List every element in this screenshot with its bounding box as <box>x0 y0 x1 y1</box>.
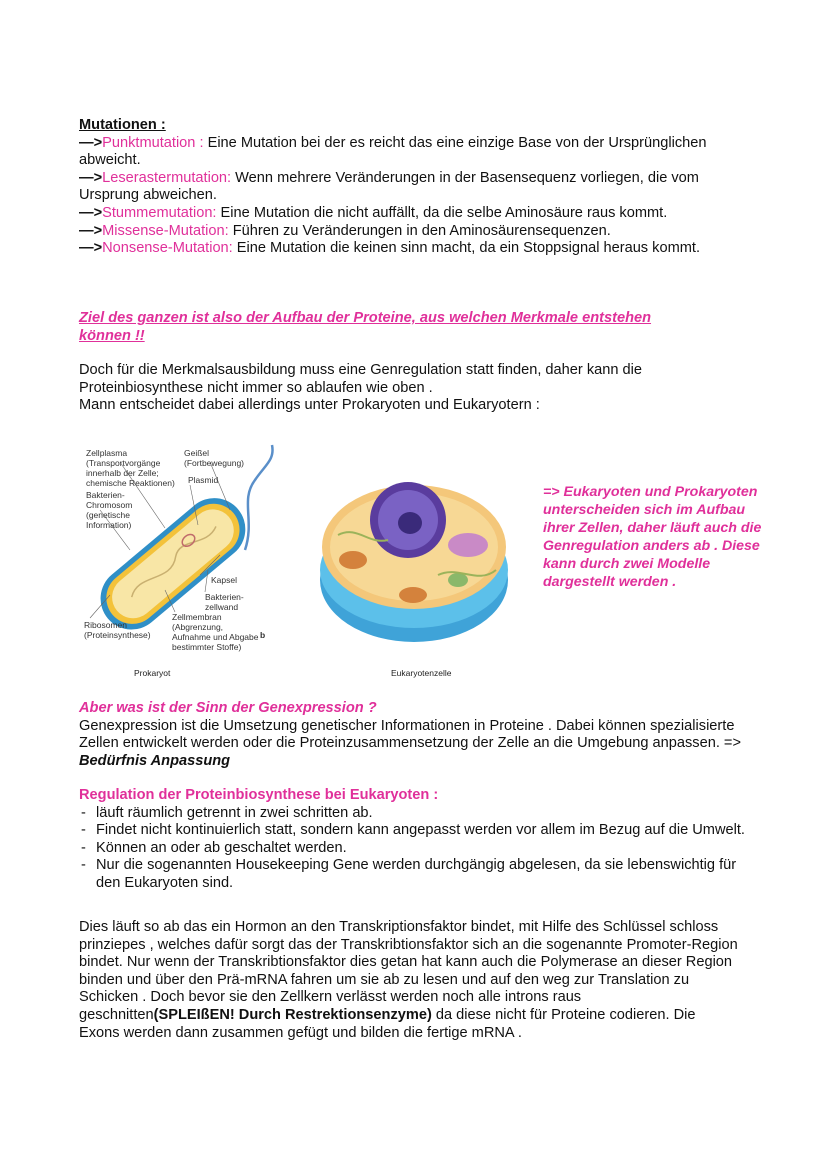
sense-heading: Aber was ist der Sinn der Genexpression ? <box>79 700 377 716</box>
regulation-item: - Können an oder ab geschaltet werden. <box>79 840 759 858</box>
label-chromosom: Bakterien-Chromosom (genetische Information) <box>86 490 133 530</box>
goal-line-1: Ziel des ganzen ist also der Aufbau der Proteine, aus welchen Merkmale entstehen <box>79 310 652 326</box>
label-ribosomen: Ribosomen (Proteinsynthese) <box>84 620 151 640</box>
process-text-b: da diese nicht für Proteine codieren. Die Exons werden dann zusammen gefügt und bilden die fertige mRNA . <box>79 1006 696 1041</box>
mutation-description: Wenn mehrere Veränderungen in der Basensequenz vorliegen, die vom Ursprung abweichen. <box>79 169 699 204</box>
regulation-item: - Nur die sogenannten Housekeeping Gene werden durchgängig abgelesen, da sie lebenswichtig für den Eukaryoten sind. <box>79 857 759 892</box>
intro-text-2: Mann entscheidet dabei allerdings unter Prokaryoten und Eukaryotern : <box>79 397 540 414</box>
sense-text: Genexpression ist die Umsetzung genetischer Informationen in Proteine . Dabei können spezialisierte Zellen entwickelt werden oder die Proteinzusammensetzung der Zelle an die Umgebung anpassen. => <box>79 717 741 752</box>
arrow-marker: —> <box>79 169 103 186</box>
goal-statement <box>79 310 779 345</box>
mutation-term: Leserastermutation: <box>102 169 232 186</box>
mutation-item <box>79 135 759 170</box>
eukaryote-figure <box>318 475 513 645</box>
caption-prokaryote: Prokaryot <box>134 668 171 678</box>
mutation-term: Stummemutation: <box>102 204 217 221</box>
label-plasmid: Plasmid <box>188 475 219 485</box>
process-text-a: Dies läuft so ab das ein Hormon an den Transkriptionsfaktor bindet, mit Hilfe des Schlüssel schloss prinziepes , welches dafür sorgt das der Transkribtionsfaktor sich an die sogenannte Promoter-Region bindet. Nur wenn der Transkribtionsfaktor dies getan hat kann auch die Polymerase an dieser Region binden und über den Prä-mRNA fahren um sie ab zu lesen und auf den weg zur Translation zu Schicken . Doch bevor sie den Zellkern verlässt werden noch alle introns raus geschnitten <box>79 919 738 1023</box>
mutations-section <box>79 117 759 258</box>
mutations-heading: Mutationen : <box>79 117 166 133</box>
eukaryote-illustration <box>318 475 513 645</box>
process-bold: (SPLEIßEN! Durch Restrektionsenzyme) <box>153 1006 432 1023</box>
goal-line-2: können !! <box>79 327 145 344</box>
mutation-term: Missense-Mutation: <box>102 222 229 239</box>
label-zellwand: Bakterien-zellwand <box>205 592 244 612</box>
mutation-description: Führen zu Veränderungen in den Aminosäurensequenzen. <box>228 222 611 239</box>
sense-emphasis: Bedürfnis Anpassung <box>79 752 231 769</box>
label-zellplasma: Zellplasma (Transportvorgänge innerhalb der Zelle; chemische Reaktionen) <box>86 448 175 488</box>
intro-paragraph <box>79 362 729 415</box>
label-b: b <box>260 630 266 640</box>
arrow-marker: —> <box>79 134 103 151</box>
regulation-list <box>79 805 759 893</box>
arrow-marker: —> <box>79 240 103 257</box>
arrow-marker: —> <box>79 204 103 221</box>
intro-text-1: Doch für die Merkmalsausbildung muss eine Genregulation statt finden, daher kann die Proteinbiosynthese nicht immer so ablaufen wie oben . <box>79 362 642 396</box>
mutation-list <box>79 135 759 258</box>
arrow-marker: —> <box>79 222 103 239</box>
mutation-description: Eine Mutation die keinen sinn macht, da ein Stoppsignal heraus kommt. <box>232 240 700 257</box>
regulation-item: - Findet nicht kontinuierlich statt, sondern kann angepasst werden vor allem im Bezug auf die Umwelt. <box>79 822 759 840</box>
process-paragraph <box>79 919 739 1042</box>
mutation-term: Punktmutation : <box>102 134 204 151</box>
eukaryote-prokaryote-note: => Eukaryoten und Prokaryoten unterscheiden sich im Aufbau ihrer Zellen, daher läuft auch die Genregulation anders ab . Diese kann durch zwei Modelle dargestellt werden . <box>543 484 762 590</box>
mutation-description: Eine Mutation bei der es reicht das eine einzige Base von der Ursprünglichen abweicht. <box>79 134 707 169</box>
caption-eukaryote: Eukaryotenzelle <box>391 668 452 678</box>
regulation-item: - läuft räumlich getrennt in zwei schritten ab. <box>79 805 759 823</box>
label-kapsel: Kapsel <box>211 575 237 585</box>
regulation-section <box>79 787 759 893</box>
mutation-item <box>79 223 759 241</box>
label-geissel: Geißel (Fortbewegung) <box>184 448 245 468</box>
sense-paragraph <box>79 718 749 771</box>
mutation-description: Eine Mutation die nicht auffällt, da die selbe Aminosäure raus kommt. <box>216 204 668 221</box>
label-zellmembran: Zellmembran (Abgrenzung, Aufnahme und Abgabe bestimmter Stoffe) <box>172 612 259 652</box>
prokaryote-figure <box>80 440 280 652</box>
mutation-item <box>79 240 759 258</box>
sense-section <box>79 700 749 770</box>
mutation-item <box>79 170 759 205</box>
regulation-heading: Regulation der Proteinbiosynthese bei Eukaryoten : <box>79 787 439 803</box>
mutation-item <box>79 205 759 223</box>
mutation-term: Nonsense-Mutation: <box>102 240 233 257</box>
